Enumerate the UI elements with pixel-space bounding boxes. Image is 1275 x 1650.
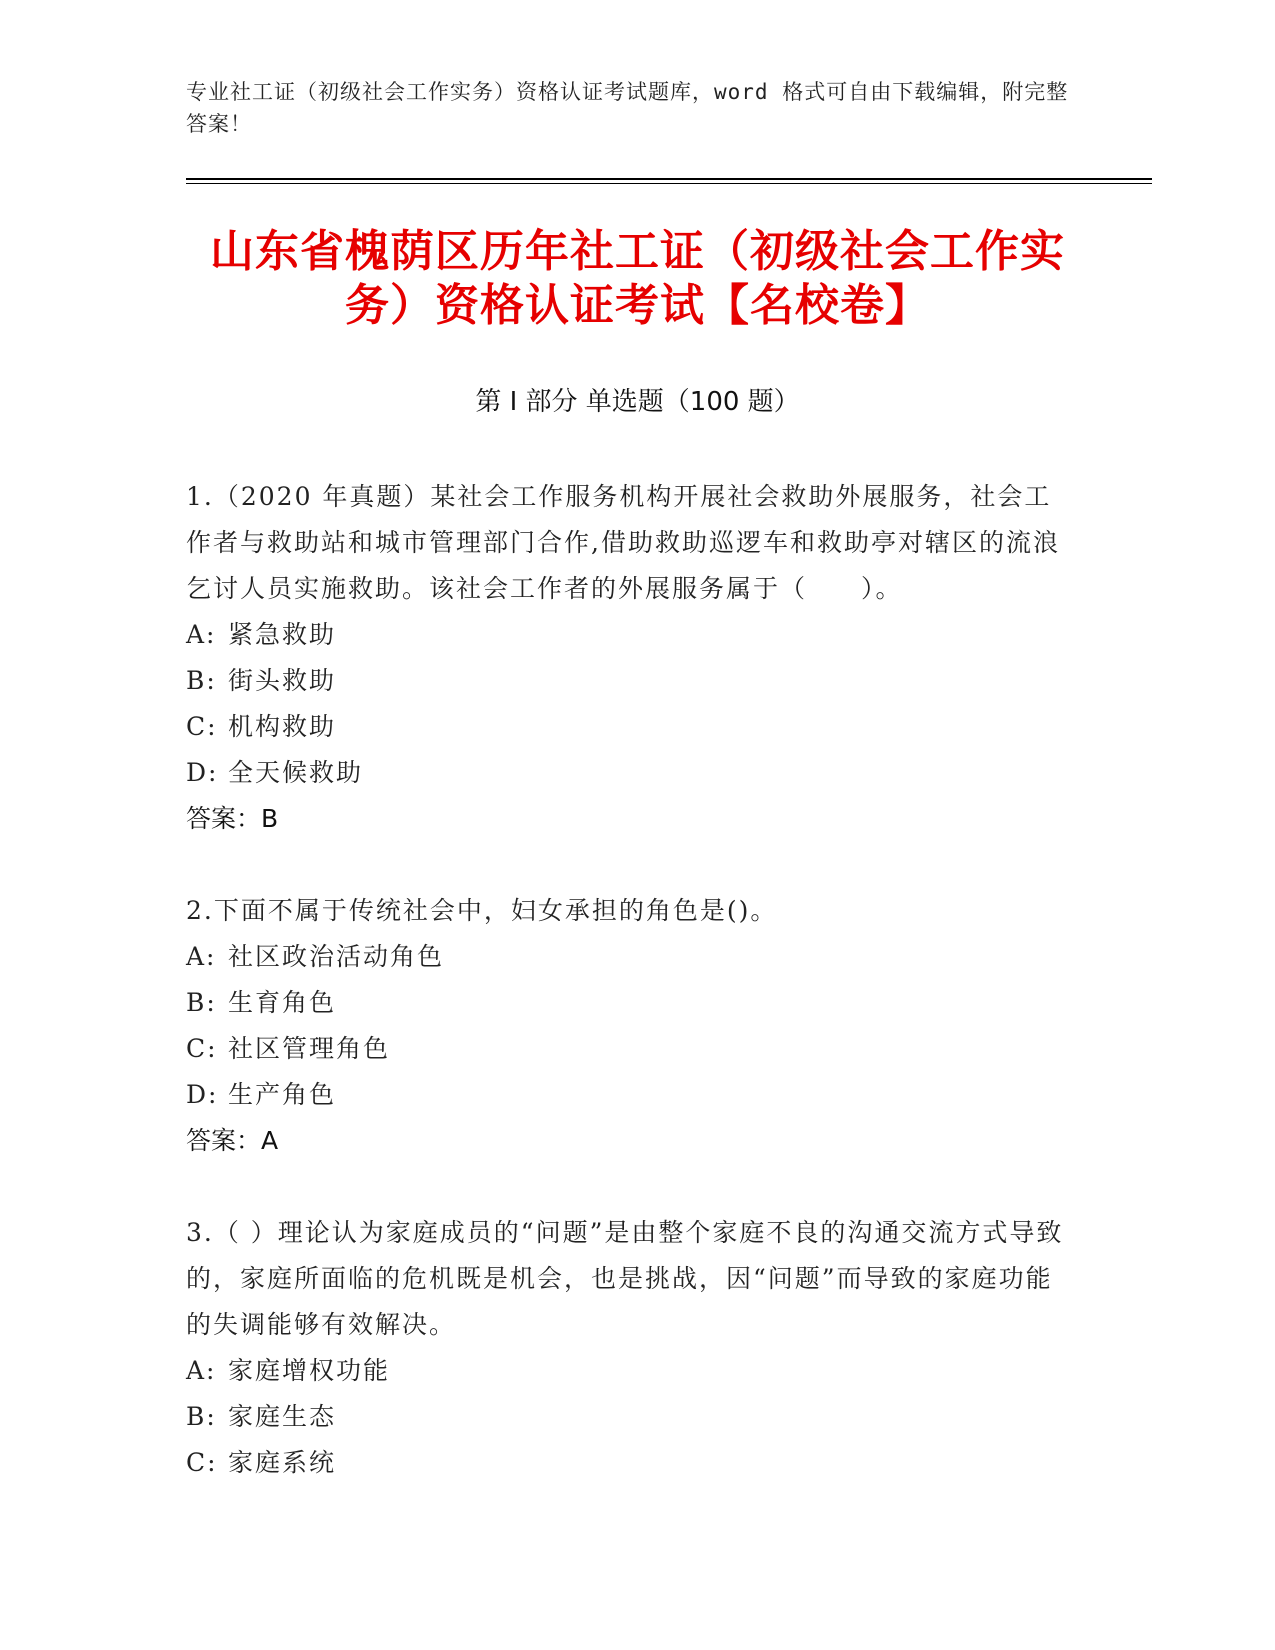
option-b xyxy=(186,980,1076,1026)
option-a xyxy=(186,612,1076,658)
header-note: 专业社工证（初级社会工作实务）资格认证考试题库，word 格式可自由下载编辑，附完整答案！ xyxy=(186,80,1069,136)
option-key: D: xyxy=(186,1080,219,1109)
option-text: 全天候救助 xyxy=(228,758,364,787)
option-key: D: xyxy=(186,758,219,787)
question-stem: 2.下面不属于传统社会中，妇女承担的角色是()。 xyxy=(186,896,778,925)
option-text: 生育角色 xyxy=(228,988,337,1017)
option-text: 街头救助 xyxy=(228,666,337,695)
option-key: A: xyxy=(186,1356,217,1385)
option-key: B: xyxy=(186,988,217,1017)
header-divider-thick xyxy=(186,178,1152,180)
question-stem: 1.（2020 年真题）某社会工作服务机构开展社会救助外展服务，社会工作者与救助站和城市管理部门合作,借助救助巡逻车和救助亭对辖区的流浪乞讨人员实施救助。该社会工作者的外展服务属于（ ）。 xyxy=(186,482,1060,603)
option-key: A: xyxy=(186,942,217,971)
option-key: B: xyxy=(186,1402,217,1431)
answer-line: 答案：A xyxy=(186,1126,279,1155)
question-3 xyxy=(186,1210,1076,1486)
option-text: 机构救助 xyxy=(228,712,337,741)
option-text: 家庭增权功能 xyxy=(228,1356,391,1385)
option-text: 生产角色 xyxy=(228,1080,337,1109)
option-text: 社区政治活动角色 xyxy=(228,942,445,971)
header-divider-thin xyxy=(186,183,1152,184)
option-c xyxy=(186,704,1076,750)
option-key: C: xyxy=(186,712,218,741)
section-heading: 第 I 部分 单选题（100 题） xyxy=(475,387,800,417)
option-b xyxy=(186,658,1076,704)
answer-line: 答案：B xyxy=(186,804,279,833)
option-d xyxy=(186,1072,1076,1118)
option-text: 家庭生态 xyxy=(228,1402,337,1431)
option-b xyxy=(186,1394,1076,1440)
option-c xyxy=(186,1440,1076,1486)
question-1 xyxy=(186,474,1076,842)
option-d xyxy=(186,750,1076,796)
option-a xyxy=(186,1348,1076,1394)
option-text: 家庭系统 xyxy=(228,1448,337,1477)
question-stem: 3.（ ）理论认为家庭成员的“问题”是由整个家庭不良的沟通交流方式导致的，家庭所面临的危机既是机会，也是挑战，因“问题”而导致的家庭功能的失调能够有效解决。 xyxy=(186,1218,1064,1339)
option-key: B: xyxy=(186,666,217,695)
option-a xyxy=(186,934,1076,980)
option-c xyxy=(186,1026,1076,1072)
option-key: C: xyxy=(186,1034,218,1063)
option-key: A: xyxy=(186,620,217,649)
option-text: 紧急救助 xyxy=(228,620,337,649)
question-list xyxy=(186,474,1076,1532)
option-text: 社区管理角色 xyxy=(228,1034,391,1063)
question-2 xyxy=(186,888,1076,1164)
option-key: C: xyxy=(186,1448,218,1477)
document-title: 山东省槐荫区历年社工证（初级社会工作实务）资格认证考试【名校卷】 xyxy=(210,226,1065,331)
